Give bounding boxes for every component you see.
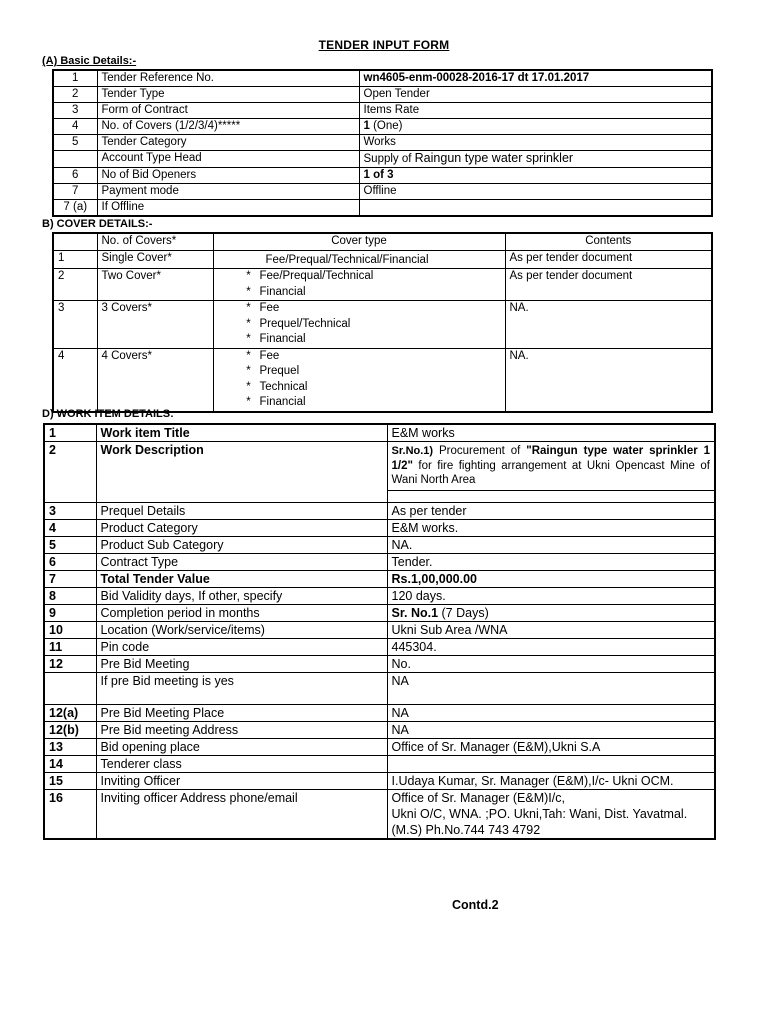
row-no: 1	[44, 424, 96, 442]
basic-details-table	[52, 69, 713, 217]
row-no: 4	[53, 119, 97, 135]
row-value: E&M works	[387, 424, 715, 442]
row-label: If Offline	[97, 200, 359, 217]
row-value: As per tender	[387, 503, 715, 520]
cover-item: Financial	[259, 333, 306, 345]
row-contents: As per tender document	[505, 269, 712, 301]
row-cover-type: Fee/Prequal/Technical/Financial	[213, 250, 505, 269]
row-value: wn4605-enm-00028-2016-17 dt 17.01.2017	[359, 70, 712, 87]
table-row	[53, 184, 712, 200]
row-value: Items Rate	[359, 103, 712, 119]
address-line: (M.S) Ph.No.744 743 4792	[391, 823, 541, 837]
row-value: Tender.	[387, 554, 715, 571]
cover-item: Technical	[259, 380, 308, 393]
table-row	[53, 135, 712, 151]
table-row	[44, 622, 715, 639]
table-row	[44, 605, 715, 622]
row-label: Contract Type	[96, 554, 387, 571]
cover-item: Fee/Prequal/Technical	[259, 270, 374, 282]
row-contents: As per tender document	[505, 250, 712, 269]
row-value	[387, 790, 715, 840]
row-value	[359, 119, 712, 135]
row-label: No. of Covers (1/2/3/4)*****	[97, 119, 359, 135]
table-row	[44, 554, 715, 571]
table-row	[53, 269, 712, 301]
table-row	[44, 571, 715, 588]
row-no: 1	[53, 250, 97, 269]
table-row	[44, 722, 715, 739]
table-row	[53, 250, 712, 269]
bullet-star: *	[246, 349, 251, 362]
row-no: 3	[44, 503, 96, 520]
row-contents: NA.	[505, 301, 712, 349]
table-row	[44, 588, 715, 605]
row-value: 120 days.	[387, 588, 715, 605]
bullet-star: *	[246, 270, 251, 282]
row-label: Total Tender Value	[96, 571, 387, 588]
form-title: TENDER INPUT FORM	[318, 38, 450, 52]
row-label: Tenderer class	[96, 756, 387, 773]
row-no	[53, 151, 97, 168]
row-value: Office of Sr. Manager (E&M),Ukni S.A	[387, 739, 715, 756]
row-value: I.Udaya Kumar, Sr. Manager (E&M),I/c- Ukni OCM.	[387, 773, 715, 790]
row-no: 3	[53, 301, 97, 349]
row-no: 3	[53, 103, 97, 119]
bullet-star: *	[246, 333, 251, 345]
header-covers: No. of Covers*	[97, 233, 213, 250]
row-cover-type	[213, 348, 505, 412]
row-label: If pre Bid meeting is yes	[96, 673, 387, 705]
table-row	[44, 537, 715, 554]
period: (7 Days)	[438, 606, 489, 620]
table-row	[44, 442, 715, 503]
cover-item: Fee	[259, 302, 280, 314]
row-no: 7	[53, 184, 97, 200]
basic-details-heading: (A) Basic Details:-	[42, 55, 137, 67]
row-value	[387, 442, 715, 503]
table-row	[53, 151, 712, 168]
row-label: Work Description	[96, 442, 387, 503]
row-label: Inviting officer Address phone/email	[96, 790, 387, 840]
continued-note: Contd.2	[452, 898, 499, 912]
table-row	[53, 70, 712, 87]
row-value	[359, 200, 712, 217]
bullet-star: *	[246, 380, 251, 393]
table-row	[44, 739, 715, 756]
cover-item: Fee	[259, 349, 280, 362]
table-row	[53, 200, 712, 217]
row-label: Pre Bid Meeting	[96, 656, 387, 673]
table-row	[44, 503, 715, 520]
row-contents: NA.	[505, 348, 712, 412]
row-no: 15	[44, 773, 96, 790]
row-value: E&M works.	[387, 520, 715, 537]
row-label: 3 Covers*	[97, 301, 213, 349]
table-row	[53, 168, 712, 184]
row-no: 12(a)	[44, 705, 96, 722]
table-row	[44, 639, 715, 656]
row-value: NA.	[387, 537, 715, 554]
row-label: Bid Validity days, If other, specify	[96, 588, 387, 605]
row-value: Offline	[359, 184, 712, 200]
bullet-star: *	[246, 317, 251, 330]
row-no: 2	[53, 87, 97, 103]
row-label: Inviting Officer	[96, 773, 387, 790]
row-label: Account Type Head	[97, 151, 359, 168]
row-value: NA	[387, 722, 715, 739]
row-label: Prequel Details	[96, 503, 387, 520]
row-no: 7 (a)	[53, 200, 97, 217]
header-cover-type: Cover type	[213, 233, 505, 250]
row-value	[359, 151, 712, 168]
row-value: 1 of 3	[359, 168, 712, 184]
address-line: Office of Sr. Manager (E&M)I/c,	[391, 791, 565, 805]
row-no: 6	[44, 554, 96, 571]
address-line: Ukni O/C, WNA. ;PO. Ukni,Tah: Wani, Dist. Yavatmal.	[391, 807, 688, 821]
table-row	[44, 756, 715, 773]
row-label: Tender Type	[97, 87, 359, 103]
header-blank	[53, 233, 97, 250]
bullet-star: *	[246, 396, 251, 408]
row-label: Pre Bid meeting Address	[96, 722, 387, 739]
row-no: 10	[44, 622, 96, 639]
cover-item: Prequel/Technical	[259, 317, 351, 330]
row-value: Open Tender	[359, 87, 712, 103]
table-row	[44, 673, 715, 705]
row-label: No of Bid Openers	[97, 168, 359, 184]
row-label: Completion period in months	[96, 605, 387, 622]
row-no: 9	[44, 605, 96, 622]
row-no: 12	[44, 656, 96, 673]
row-label: Product Sub Category	[96, 537, 387, 554]
desc-text-2: for fire fighting arrangement at Ukni Opencast Mine of Wani North Area	[391, 459, 710, 486]
covers-count-words: (One)	[369, 120, 403, 132]
work-item-table	[43, 423, 716, 840]
table-row	[44, 790, 715, 840]
table-row	[44, 424, 715, 442]
sr-no: Sr.No.1)	[391, 445, 434, 457]
row-value	[387, 756, 715, 773]
row-value: No.	[387, 656, 715, 673]
row-no: 14	[44, 756, 96, 773]
row-no	[44, 673, 96, 705]
row-label: Single Cover*	[97, 250, 213, 269]
row-no: 5	[53, 135, 97, 151]
row-no: 2	[44, 442, 96, 503]
row-no: 7	[44, 571, 96, 588]
row-value	[387, 605, 715, 622]
account-prefix: Supply of	[363, 153, 415, 165]
row-no: 4	[44, 520, 96, 537]
table-row	[44, 705, 715, 722]
work-item-heading: D) WORK ITEM DETAILS:	[42, 408, 174, 420]
row-no: 12(b)	[44, 722, 96, 739]
row-label: Pre Bid Meeting Place	[96, 705, 387, 722]
header-contents: Contents	[505, 233, 712, 250]
row-label: Location (Work/service/items)	[96, 622, 387, 639]
bullet-star: *	[246, 285, 251, 298]
cover-details-table	[52, 232, 713, 413]
table-row	[53, 301, 712, 349]
row-label: Product Category	[96, 520, 387, 537]
table-row	[53, 119, 712, 135]
row-no: 5	[44, 537, 96, 554]
row-cover-type	[213, 269, 505, 301]
row-no: 8	[44, 588, 96, 605]
row-label: Tender Category	[97, 135, 359, 151]
covers-count: 1	[363, 120, 370, 132]
row-no: 11	[44, 639, 96, 656]
cover-item: Financial	[259, 396, 306, 408]
row-no: 1	[53, 70, 97, 87]
row-label: Payment mode	[97, 184, 359, 200]
cover-item: Prequel	[259, 365, 300, 377]
row-label: Work item Title	[96, 424, 387, 442]
row-no: 13	[44, 739, 96, 756]
row-no: 2	[53, 269, 97, 301]
account-item: Raingun type water sprinkler	[414, 151, 574, 165]
table-row	[53, 87, 712, 103]
table-row	[53, 103, 712, 119]
sr-no: Sr. No.1	[391, 606, 439, 620]
table-header-row	[53, 233, 712, 250]
row-value: 445304.	[387, 639, 715, 656]
table-row	[44, 656, 715, 673]
row-no: 16	[44, 790, 96, 840]
bullet-star: *	[246, 365, 251, 377]
row-label: Tender Reference No.	[97, 70, 359, 87]
desc-text: Procurement of	[433, 445, 527, 457]
row-label: Two Cover*	[97, 269, 213, 301]
row-value: Rs.1,00,000.00	[387, 571, 715, 588]
cover-details-heading: B) COVER DETAILS:-	[42, 218, 153, 230]
row-value: NA	[387, 705, 715, 722]
row-label: 4 Covers*	[97, 348, 213, 412]
table-row	[44, 773, 715, 790]
row-label: Bid opening place	[96, 739, 387, 756]
cover-item: Financial	[259, 285, 306, 298]
row-no: 6	[53, 168, 97, 184]
row-cover-type	[213, 301, 505, 349]
row-value: NA	[387, 673, 715, 705]
desc-item: "Raingun type water sprinkler 1 1/2"	[391, 445, 711, 472]
row-value: Ukni Sub Area /WNA	[387, 622, 715, 639]
row-label: Form of Contract	[97, 103, 359, 119]
table-row	[53, 348, 712, 412]
row-value: Works	[359, 135, 712, 151]
bullet-star: *	[246, 302, 251, 314]
row-no: 4	[53, 348, 97, 412]
row-label: Pin code	[96, 639, 387, 656]
table-row	[44, 520, 715, 537]
